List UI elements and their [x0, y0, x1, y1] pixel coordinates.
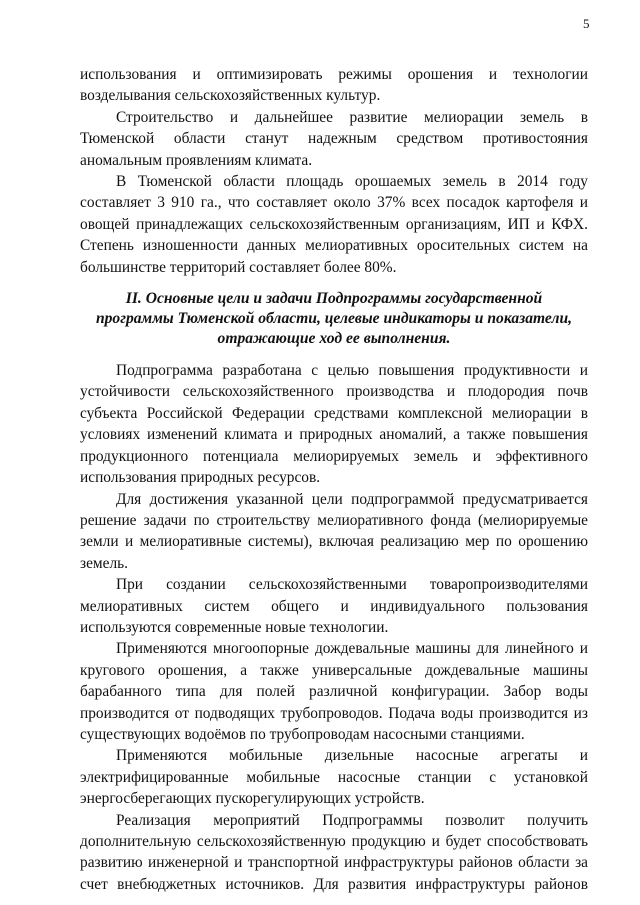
section-heading — [80, 289, 588, 349]
section-heading-line: программы Тюменской области, целевые индикаторы и показатели, — [95, 310, 573, 328]
paragraph-technologies: При создании сельскохозяйственными товаропроизводителями мелиоративных систем общего и индивидуального пользования используются современные новые технологии. — [80, 576, 588, 636]
document-body — [80, 64, 588, 895]
paragraph-program-goal: Подпрограмма разработана с целью повышения продуктивности и устойчивости сельскохозяйственного производства и плодородия почв субъекта Российской Федерации средствами комплексной мелиорации в условиях изменений климата и природных аномалий, а также повышения продукционного потенциала мелиорируемых земель и эффективного использования природных ресурсов. — [80, 362, 588, 487]
paragraph-pump-stations: Применяются мобильные дизельные насосные агрегаты и электрифицированные мобильные насосные станции с установкой энергосберегающих пускорегулирующих устройств. — [80, 747, 588, 808]
paragraph-sprinkler-machines: Применяются многоопорные дождевальные машины для линейного и кругового орошения, а также универсальные дождевальные машины барабанного типа для полей различной конфигурации. Забор воды производится от подводящих трубопроводов. Подача воды производится из существующих водоёмов по трубопроводам насосными станциями. — [80, 640, 588, 743]
paragraph-continued: использования и оптимизировать режимы орошения и технологии возделывания сельскохозяйственных культур. — [80, 66, 588, 105]
paragraph-program-implementation: Реализация мероприятий Подпрограммы позволит получить дополнительную сельскохозяйственную продукцию и будет способствовать развитию инженерной и транспортной инфраструктуры районов области за счет внебюджетных источников. Для развития инфраструктуры районов — [80, 811, 588, 893]
paragraph-melioration-development: Строительство и дальнейшее развитие мелиорации земель в Тюменской области станут надежным средством противостояния аномальным проявлениям климата. — [80, 108, 588, 169]
section-heading-line: отражающие ход ее выполнения. — [217, 330, 451, 348]
page-number: 5 — [583, 16, 590, 31]
paragraph-program-task: Для достижения указанной цели подпрограммой предусматривается решение задачи по строительству мелиоративного фонда (мелиорируемые земли и мелиоративные системы), включая реализацию мер по орошению земель. — [80, 490, 588, 572]
paragraph-irrigated-area: В Тюменской области площадь орошаемых земель в 2014 году составляет 3 910 га., что составляет около 37% всех посадок картофеля и овощей принадлежащих сельскохозяйственным организациям, ИП и КФХ. Степень изношенности данных мелиоративных оросительных систем на большинстве территорий составляет более 80%. — [80, 173, 588, 276]
section-heading-line: II. Основные цели и задачи Подпрограммы государственной — [125, 290, 543, 308]
